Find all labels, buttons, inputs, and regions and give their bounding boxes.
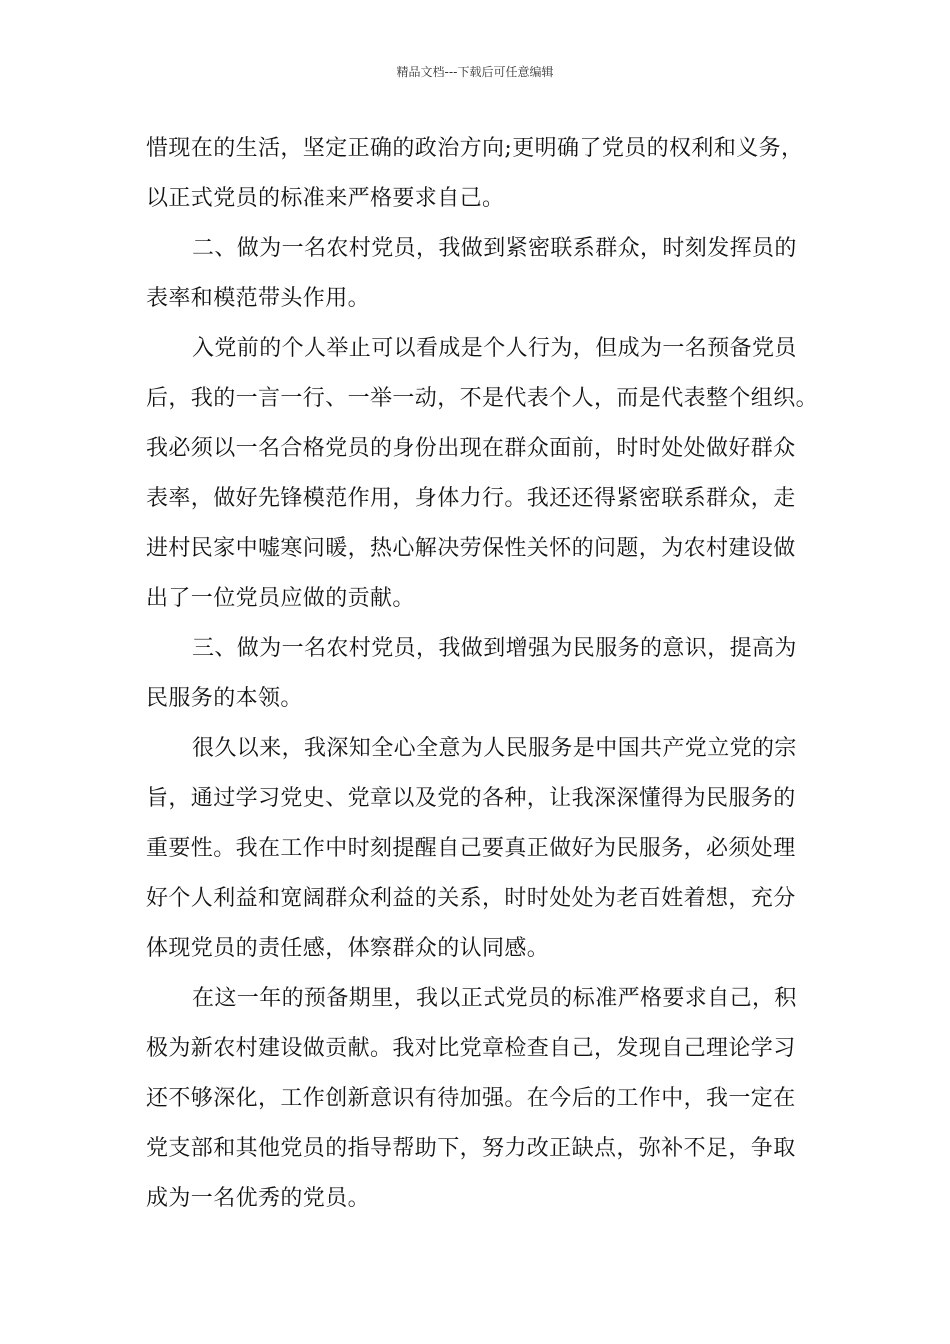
text-line: 表率，做好先锋模范作用，身体力行。我还还得紧密联系群众，走 — [146, 486, 796, 511]
paragraph-6 — [146, 974, 810, 1224]
text-line: 我必须以一名合格党员的身份出现在群众面前，时时处处做好群众 — [146, 436, 796, 461]
document-body — [146, 124, 819, 1224]
text-line: 惜现在的生活，坚定正确的政治方向;更明确了党员的权利和义务， — [146, 136, 804, 161]
paragraph-2 — [146, 224, 810, 324]
text-line: 极为新农村建设做贡献。我对比党章检查自己，发现自己理论学习 — [146, 1036, 796, 1061]
text-line: 党支部和其他党员的指导帮助下，努力改正缺点，弥补不足，争取 — [146, 1136, 796, 1161]
page-header: 精品文档---下载后可任意编辑 — [396, 65, 554, 79]
text-line: 在这一年的预备期里，我以正式党员的标准严格要求自己，积 — [192, 986, 797, 1011]
text-line: 旨，通过学习党史、党章以及党的各种，让我深深懂得为民服务的 — [146, 786, 796, 811]
paragraph-4 — [146, 624, 810, 724]
paragraph-1 — [146, 124, 810, 224]
text-line: 重要性。我在工作中时刻提醒自己要真正做好为民服务，必须处理 — [146, 836, 796, 861]
text-line: 后，我的一言一行、一举一动，不是代表个人，而是代表整个组织。 — [146, 386, 819, 411]
text-line: 出了一位党员应做的贡献。 — [146, 586, 415, 611]
text-line: 二、做为一名农村党员，我做到紧密联系群众，时刻发挥员的 — [192, 236, 797, 261]
text-line: 体现党员的责任感，体察群众的认同感。 — [146, 936, 550, 961]
text-line: 还不够深化，工作创新意识有待加强。在今后的工作中，我一定在 — [146, 1086, 796, 1111]
text-line: 成为一名优秀的党员。 — [146, 1186, 371, 1211]
text-line: 很久以来，我深知全心全意为人民服务是中国共产党立党的宗 — [192, 736, 797, 761]
text-line: 三、做为一名农村党员，我做到增强为民服务的意识，提高为 — [192, 636, 797, 661]
paragraph-3 — [146, 324, 819, 624]
text-line: 表率和模范带头作用。 — [146, 286, 371, 311]
text-line: 进村民家中嘘寒问暖，热心解决劳保性关怀的问题，为农村建设做 — [146, 536, 796, 561]
text-line: 民服务的本领。 — [146, 686, 303, 711]
text-line: 好个人利益和宽阔群众利益的关系，时时处处为老百姓着想，充分 — [146, 886, 796, 911]
paragraph-5 — [146, 724, 810, 974]
text-line: 入党前的个人举止可以看成是个人行为，但成为一名预备党员 — [192, 336, 797, 361]
text-line: 以正式党员的标准来严格要求自己。 — [146, 186, 505, 211]
